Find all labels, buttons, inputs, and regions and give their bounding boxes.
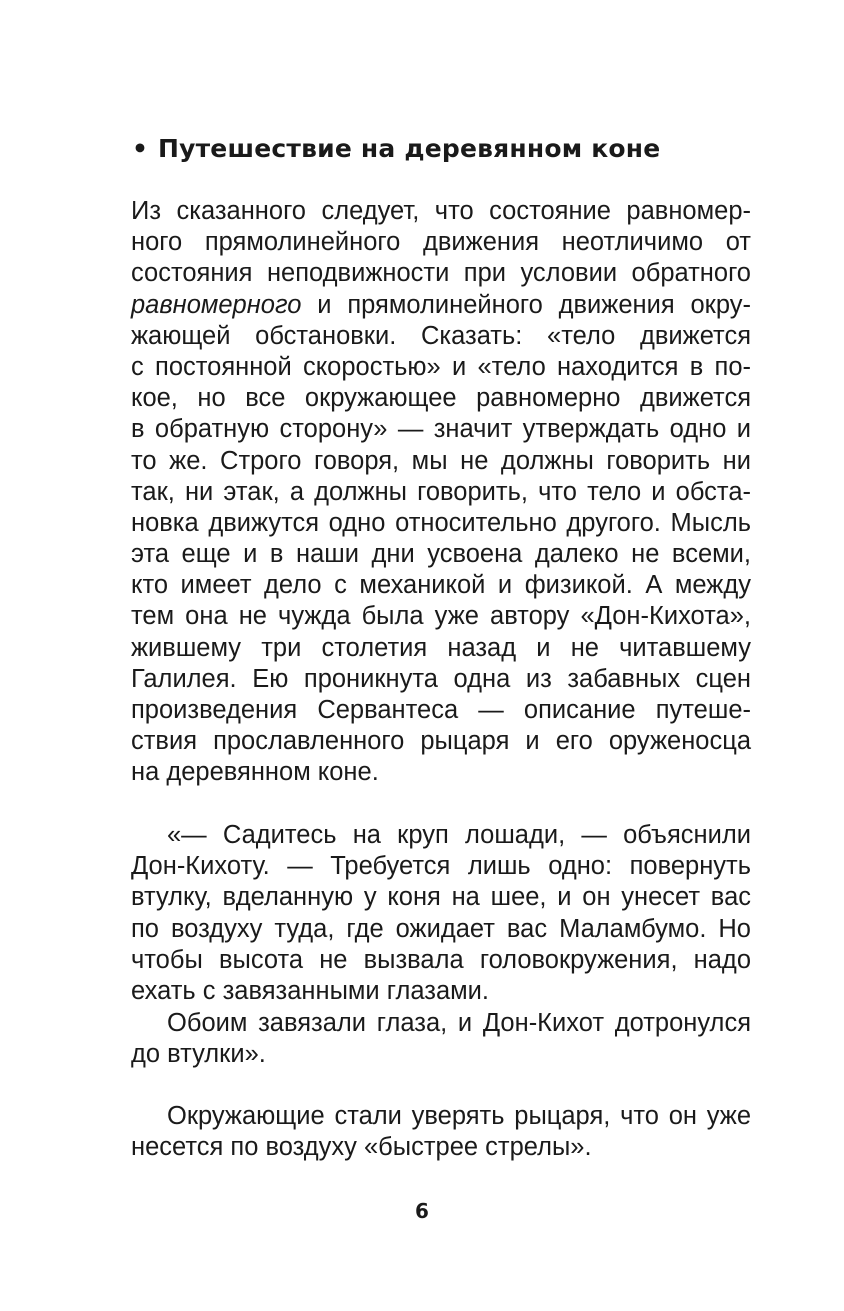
text-line: по воздуху туда, где ожидает вас Маламбумо. Но	[131, 914, 751, 943]
text-line: чтобы высота не вызвала головокружения, надо	[131, 945, 751, 974]
text-line: Обоим завязали глаза, и Дон-Кихот дотронулся	[167, 1009, 751, 1037]
text-line: жившему три столетия назад и не читавшему	[131, 633, 751, 662]
text-line: кто имеет дело с механикой и физикой. А между	[131, 571, 751, 600]
text-line: так, ни этак, а должны говорить, что тело и обста-	[131, 477, 751, 506]
text-line: Из сказанного следует, что состояние равномер-	[131, 197, 751, 225]
text-line: Окружающие стали уверять рыцаря, что он уже	[167, 1102, 751, 1130]
text-line: ствия прославленного рыцаря и его оруженосца	[131, 727, 751, 756]
text-fragment: и прямолинейного движения окру-	[317, 290, 751, 319]
text-line: кое, но все окружающее равномерно движется	[131, 384, 751, 413]
text-line: состояния неподвижности при условии обратного	[131, 259, 751, 288]
text-line: «— Садитесь на круп лошади, — объяснили	[167, 821, 751, 849]
bullet-icon: •	[132, 134, 149, 163]
paragraph-final	[131, 1101, 751, 1163]
emphasis-word: равномерного	[131, 290, 302, 319]
text-line: в обратную сторону» — значит утверждать одно и	[131, 415, 751, 444]
text-line: до втулки».	[131, 1040, 266, 1069]
paragraph-quote-continued	[131, 1008, 751, 1070]
text-line: втулку, вделанную у коня на шее, и он унесет вас	[131, 883, 751, 912]
text-line: с постоянной скоростью» и «тело находится в по-	[131, 352, 751, 381]
paragraph-quote	[131, 820, 751, 1007]
text-line: эта еще и в наши дни усвоена далеко не всеми,	[131, 540, 751, 569]
section-title: Путешествие на деревянном коне	[158, 134, 661, 163]
text-line: жающей обстановки. Сказать: «тело движется	[131, 321, 751, 350]
text-line: то же. Строго говоря, мы не должны говорить ни	[131, 446, 751, 475]
paragraph-main	[131, 196, 751, 789]
page-number: 6	[415, 1199, 429, 1223]
text-line: новка движутся одно относительно другого. Мысль	[131, 508, 751, 537]
section-heading	[132, 133, 752, 165]
text-line: ехать с завязанными глазами.	[131, 976, 490, 1005]
text-line: произведения Сервантеса — описание путеше-	[131, 696, 751, 724]
text-line: Галилея. Ею проникнута одна из забавных сцен	[131, 664, 751, 693]
text-line: тем она не чужда была уже автору «Дон-Кихота»,	[131, 602, 751, 631]
text-line: на деревянном коне.	[131, 758, 379, 787]
text-line: Дон-Кихоту. — Требуется лишь одно: повернуть	[131, 852, 751, 881]
text-line	[131, 290, 751, 321]
text-line: несется по воздуху «быстрее стрелы».	[131, 1133, 592, 1162]
text-line: ного прямолинейного движения неотличимо от	[131, 228, 751, 257]
